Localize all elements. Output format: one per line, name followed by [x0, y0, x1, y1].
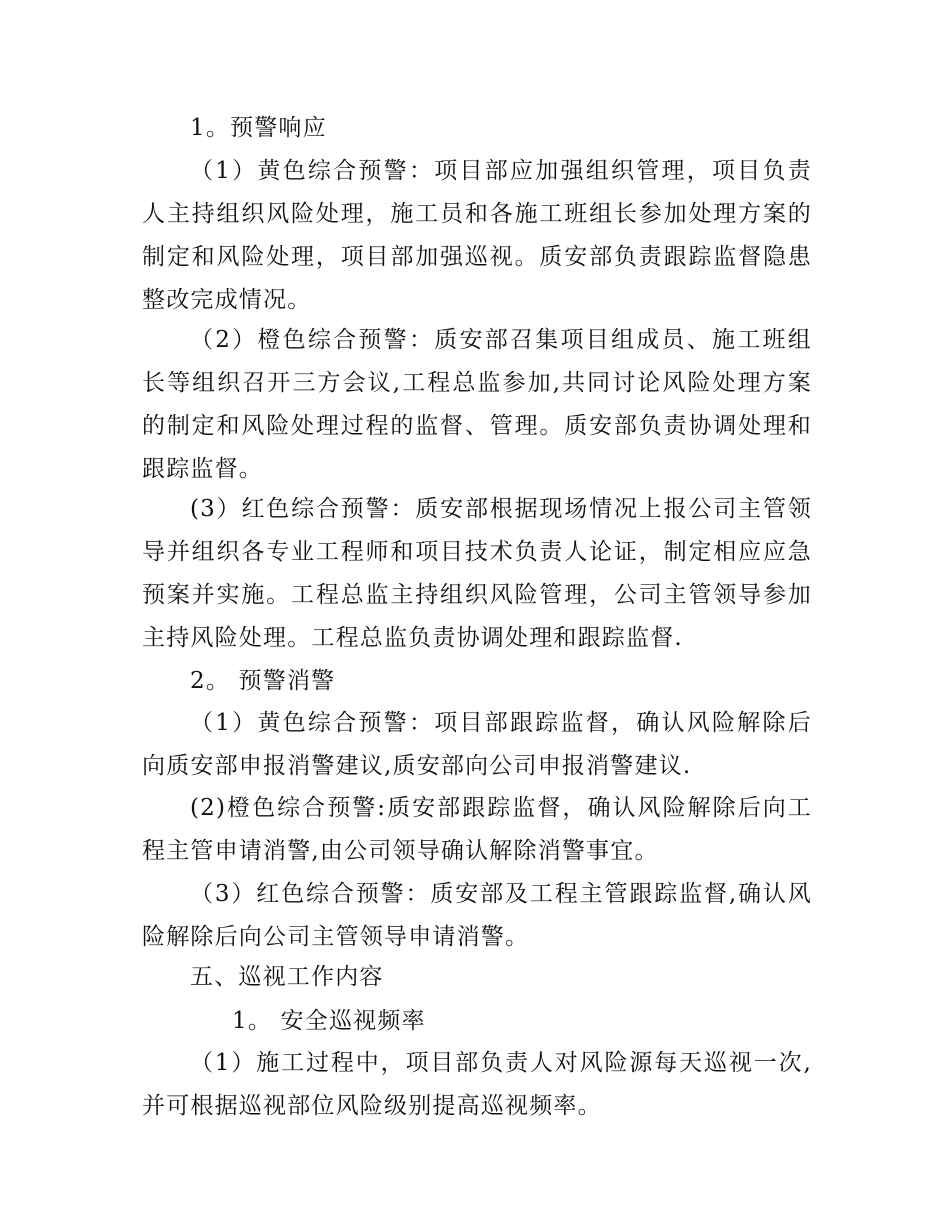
- paragraph-cancel-orange-line-1: (2)橙色综合预警:质安部跟踪监督，确认风险解除后向工: [190, 795, 812, 821]
- heading-inspection-work-content: 五、巡视工作内容: [190, 964, 384, 990]
- heading-safety-inspection-frequency: 1。 安全巡视频率: [232, 1008, 426, 1034]
- heading-early-warning-response: 1。预警响应: [190, 115, 327, 141]
- paragraph-inspection-frequency-line-1: （1）施工过程中，项目部负责人对风险源每天巡视一次,: [190, 1050, 812, 1076]
- paragraph-inspection-frequency-line-2: 并可根据巡视部位风险级别提高巡视频率。: [142, 1093, 602, 1119]
- heading-warning-cancellation: 2。 预警消警: [190, 668, 336, 694]
- paragraph-red-warning-line-2: 导并组织各专业工程师和项目技术负责人论证，制定相应应急: [142, 539, 812, 565]
- paragraph-orange-warning-line-4: 跟踪监督。: [142, 456, 263, 482]
- paragraph-cancel-yellow-line-1: （1）黄色综合预警：项目部跟踪监督，确认风险解除后: [190, 710, 812, 736]
- paragraph-cancel-orange-line-2: 程主管申请消警,由公司领导确认解除消警事宜。: [142, 838, 659, 864]
- paragraph-cancel-red-line-1: （3）红色综合预警：质安部及工程主管跟踪监督,确认风: [190, 881, 812, 907]
- paragraph-orange-warning-line-3: 的制定和风险处理过程的监督、管理。质安部负责协调处理和: [142, 413, 812, 439]
- paragraph-orange-warning-line-2: 长等组织召开三方会议,工程总监参加,共同讨论风险处理方案: [142, 370, 812, 396]
- paragraph-cancel-red-line-2: 险解除后向公司主管领导申请消警。: [142, 924, 530, 950]
- paragraph-yellow-warning-line-2: 人主持组织风险处理，施工员和各施工班组长参加处理方案的: [142, 201, 812, 227]
- paragraph-red-warning-line-3: 预案并实施。工程总监主持组织风险管理，公司主管领导参加: [142, 582, 812, 608]
- paragraph-yellow-warning-line-3: 制定和风险处理，项目部加强巡视。质安部负责跟踪监督隐患: [142, 244, 812, 270]
- paragraph-red-warning-line-1: (3）红色综合预警：质安部根据现场情况上报公司主管领: [190, 496, 812, 522]
- paragraph-yellow-warning-line-4: 整改完成情况。: [142, 287, 312, 313]
- paragraph-yellow-warning-line-1: （1）黄色综合预警：项目部应加强组织管理，项目负责: [190, 158, 812, 184]
- paragraph-cancel-yellow-line-2: 向质安部申报消警建议,质安部向公司申报消警建议.: [142, 753, 692, 779]
- paragraph-orange-warning-line-1: （2）橙色综合预警：质安部召集项目组成员、施工班组: [190, 327, 812, 353]
- paragraph-red-warning-line-4: 主持风险处理。工程总监负责协调处理和跟踪监督.: [142, 625, 683, 651]
